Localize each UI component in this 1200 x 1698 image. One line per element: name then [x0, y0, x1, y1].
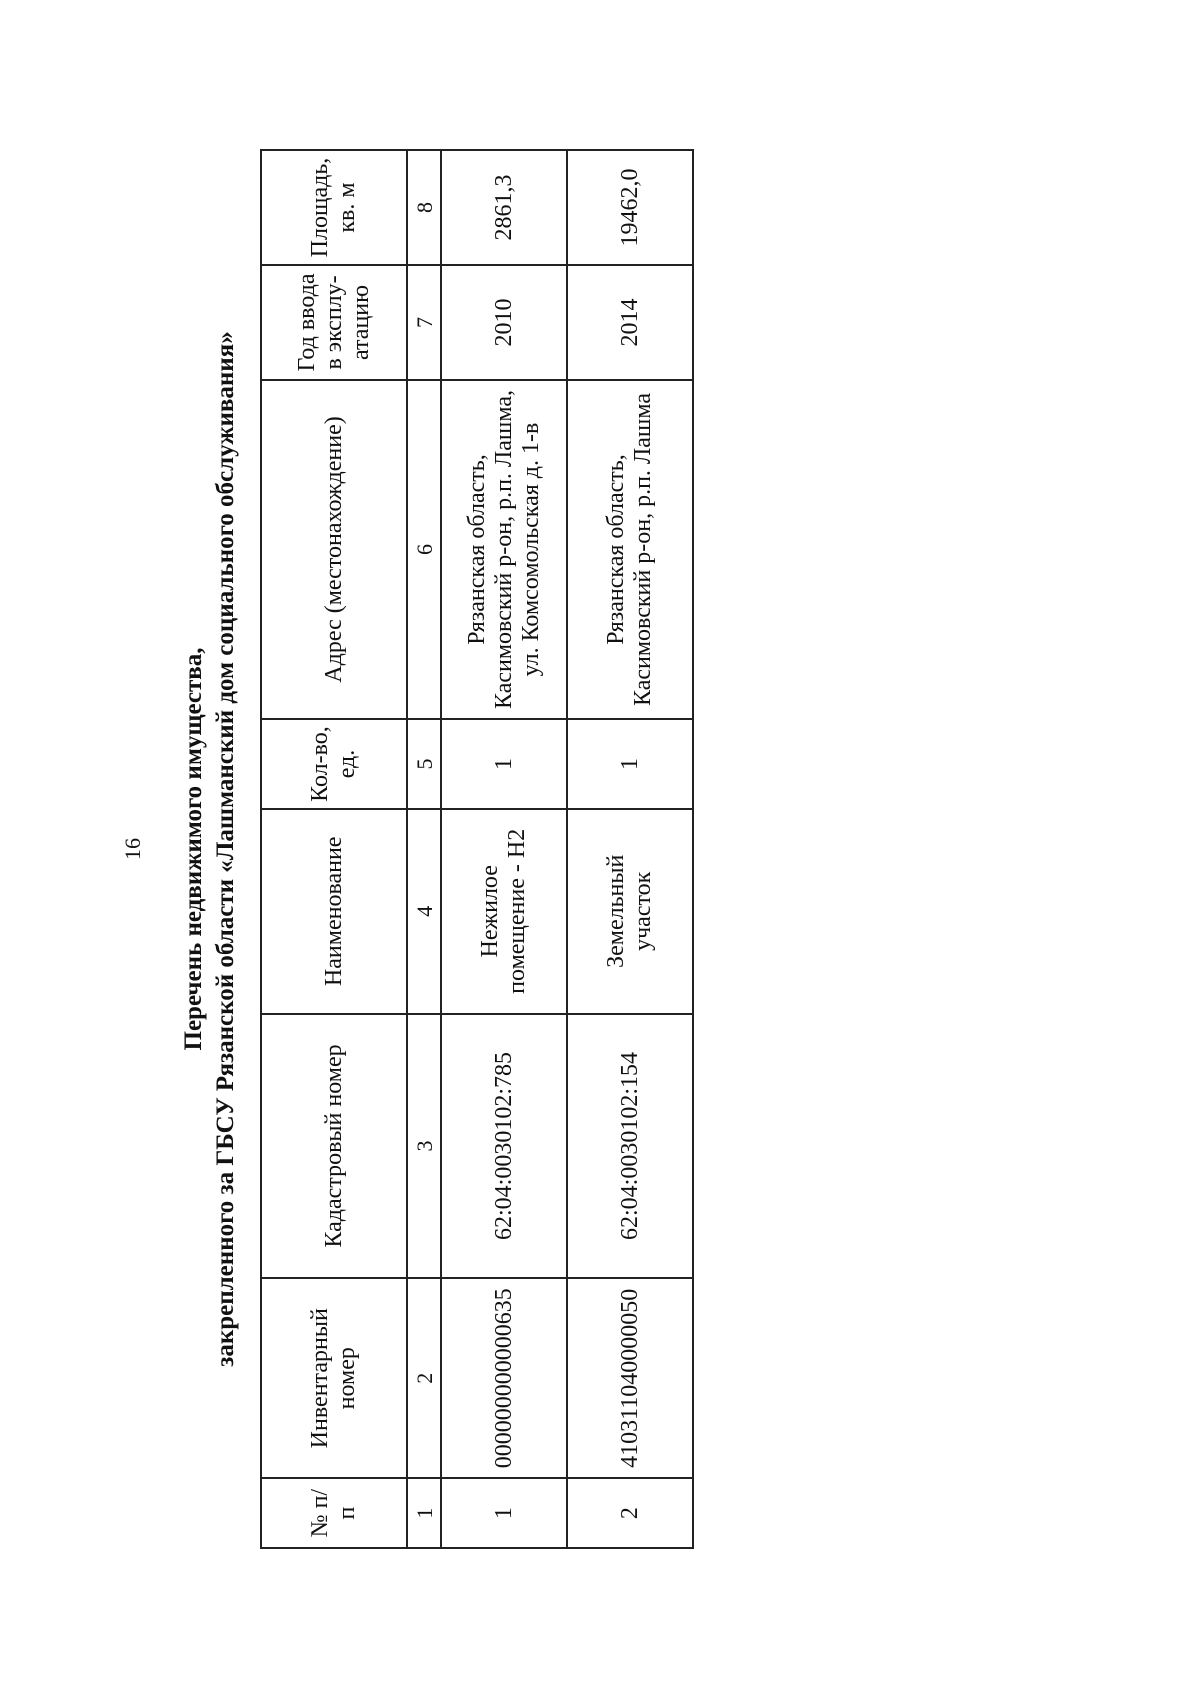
- document-title: [178, 39, 242, 1659]
- table-row: [441, 150, 567, 1548]
- cell-year: 2014: [567, 265, 693, 380]
- cell-address: Рязанская область, Касимовский р-он, р.п. Лашма: [567, 380, 693, 719]
- cell-num: 1: [441, 1478, 567, 1548]
- cell-num: 2: [567, 1478, 693, 1548]
- header-cell-area: Площадь, кв. м: [261, 150, 407, 265]
- cell-qty: 1: [567, 719, 693, 809]
- rotated-page: [60, 39, 1140, 1659]
- table-row: [567, 150, 693, 1548]
- header-cell-cadastral: Кадастровый номер: [261, 1014, 407, 1279]
- cell-area: 2861,3: [441, 150, 567, 265]
- cell-inventory: 410311040000050: [567, 1278, 693, 1478]
- page-number: 16: [120, 838, 145, 860]
- header-cell-address: Адрес (местонахождение): [261, 380, 407, 719]
- column-number: 6: [407, 380, 441, 719]
- cell-address: Рязанская область, Касимовский р-он, р.п. Лашма, ул. Комсомольская д. 1-в: [441, 380, 567, 719]
- column-number: 2: [407, 1278, 441, 1478]
- header-cell-year: Год ввода в эксплу-атацию: [261, 265, 407, 380]
- header-cell-inventory: Инвентарный номер: [261, 1278, 407, 1478]
- column-number: 3: [407, 1014, 441, 1279]
- title-line-2: закрепленного за ГБСУ Рязанской области «Лашманский дом социального обслуживания»: [212, 331, 239, 1367]
- header-cell-qty: Кол-во, ед.: [261, 719, 407, 809]
- cell-name: Нежилое помещение - Н2: [441, 809, 567, 1014]
- cell-area: 19462,0: [567, 150, 693, 265]
- column-number: 5: [407, 719, 441, 809]
- cell-name: Земельный участок: [567, 809, 693, 1014]
- column-number-row: [407, 150, 441, 1548]
- column-number: 8: [407, 150, 441, 265]
- column-number: 7: [407, 265, 441, 380]
- header-cell-num: № п/п: [261, 1478, 407, 1548]
- property-table: [260, 149, 694, 1549]
- cell-inventory: 000000000000635: [441, 1278, 567, 1478]
- column-number: 4: [407, 809, 441, 1014]
- column-number: 1: [407, 1478, 441, 1548]
- title-line-1: Перечень недвижимого имущества,: [180, 647, 207, 1051]
- cell-cadastral: 62:04:0030102:785: [441, 1014, 567, 1279]
- cell-year: 2010: [441, 265, 567, 380]
- header-cell-name: Наименование: [261, 809, 407, 1014]
- table-header-row: [261, 150, 407, 1548]
- cell-cadastral: 62:04:0030102:154: [567, 1014, 693, 1279]
- cell-qty: 1: [441, 719, 567, 809]
